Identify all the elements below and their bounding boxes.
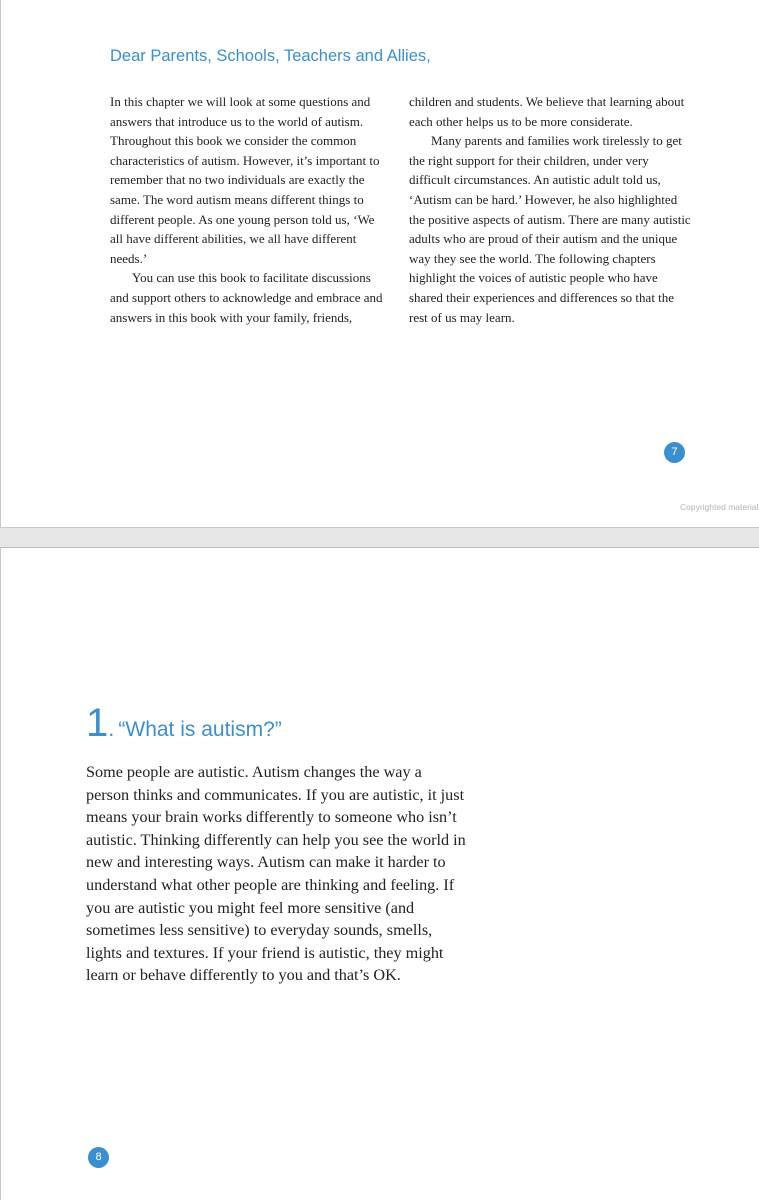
letter-heading: Dear Parents, Schools, Teachers and Allies, bbox=[110, 47, 431, 65]
chapter-heading bbox=[86, 701, 282, 746]
paragraph: You can use this book to facilitate discussions and support others to acknowledge and embrace and answers in this book with your family, friends, bbox=[110, 270, 383, 325]
chapter-number-dot: . bbox=[108, 716, 115, 741]
chapter-body-text: Some people are autistic. Autism changes the way a person thinks and communicates. If you are autistic, it just means your brain works differently to someone who isn’t autistic. Thinking differently can help you see the world in new and interesting ways. Autism can make it harder to understand what other people are thinking and feeling. If you are autistic you might feel more sensitive (and sometimes less sensitive) to everyday sounds, smells, lights and textures. If your friend is autistic, they might learn or behave differently to you and that’s OK. bbox=[86, 763, 466, 985]
copyright-notice: Copyrighted material bbox=[680, 502, 759, 512]
page-number-badge: 7 bbox=[664, 442, 685, 463]
document-page-8 bbox=[0, 548, 759, 1200]
left-text-column bbox=[110, 92, 386, 327]
paragraph: Many parents and families work tirelessly to get the right support for their children, under very difficult circumstances. An autistic adult told us, ‘Autism can be hard.’ However, he also highlighted the positive aspects of autism. There are many autistic adults who are proud of their autism and the unique way they see the world. The following chapters highlight the voices of autistic people who have shared their experiences and differences so that the rest of us may learn. bbox=[409, 133, 691, 325]
chapter-title: “What is autism?” bbox=[118, 718, 282, 741]
chapter-number: 1 bbox=[86, 701, 109, 745]
paragraph: children and students. We believe that learning about each other helps us to be more considerate. bbox=[409, 94, 685, 129]
page-number-badge: 8 bbox=[88, 1147, 109, 1168]
right-text-column bbox=[409, 92, 691, 327]
page-separator bbox=[0, 528, 759, 548]
paragraph: In this chapter we will look at some questions and answers that introduce us to the world of autism. Throughout this book we consider the common characteristics of autism. However, it’s important to remember that no two individuals are exactly the same. The word autism means different things to different people. As one young person told us, ‘We all have different abilities, we all have different needs.’ bbox=[110, 94, 380, 266]
document-page-7 bbox=[0, 0, 759, 528]
